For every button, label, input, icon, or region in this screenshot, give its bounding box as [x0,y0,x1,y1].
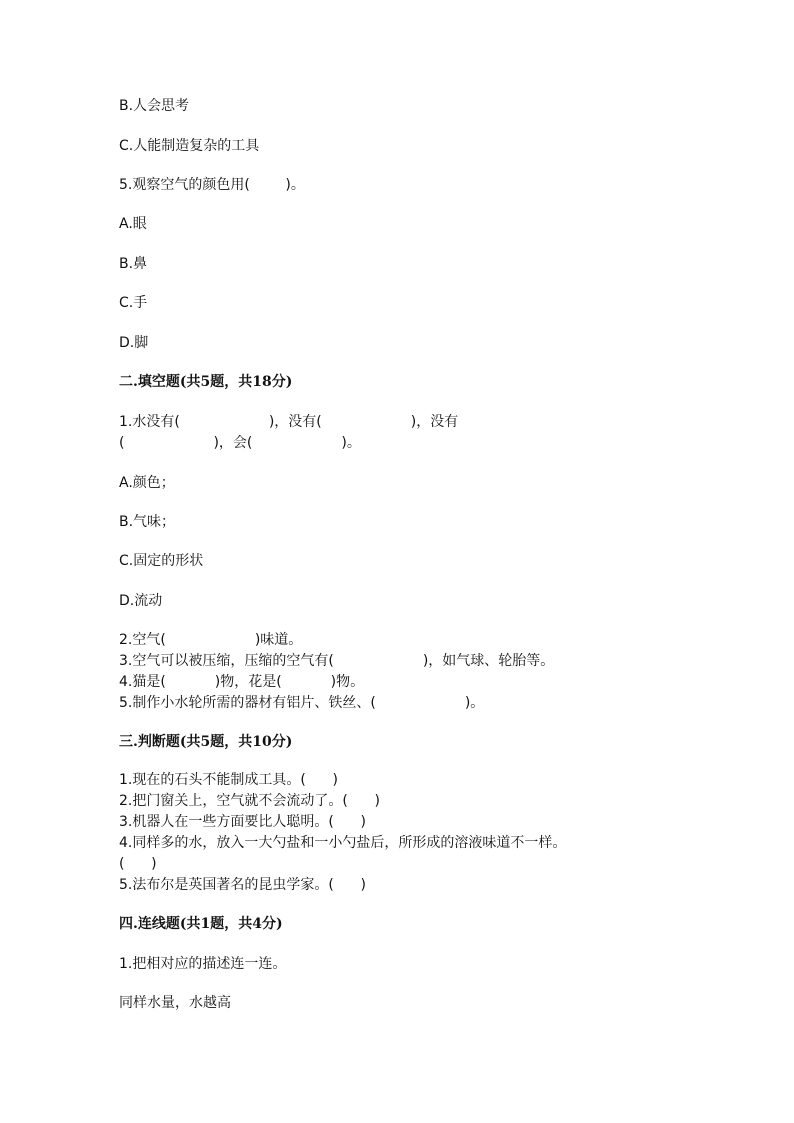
judge-3: 3.机器人在一些方面要比人聪明。( ) [119,814,366,830]
fill-1-option-d: D.流动 [119,593,163,609]
judge-1: 1.现在的石头不能制成工具。( ) [119,772,338,788]
fill-1-option-a: A.颜色； [119,475,175,491]
section-2-heading: 二.填空题(共5题，共18分) [119,374,293,390]
section-3-heading: 三.判断题(共5题，共10分) [119,734,293,750]
option-5b: B.鼻 [119,256,148,272]
question-5: 5.观察空气的颜色用( )。 [119,177,305,193]
fill-1-option-b: B.气味； [119,514,176,530]
judge-5: 5.法布尔是英国著名的昆虫学家。( ) [119,877,366,893]
match-1: 1.把相对应的描述连一连。 [119,956,287,972]
match-1-item: 同样水量，水越高 [119,995,231,1011]
option-5a: A.眼 [119,216,147,232]
option-4c: C.人能制造复杂的工具 [119,138,260,154]
judge-2: 2.把门窗关上，空气就不会流动了。( ) [119,793,380,809]
fill-3: 3.空气可以被压缩，压缩的空气有( )，如气球、轮胎等。 [119,653,555,669]
fill-5: 5.制作小水轮所需的器材有铝片、铁丝、( )。 [119,695,485,711]
fill-1-line-1: 1.水没有( )，没有( )，没有 [119,414,459,430]
judge-4-line-2: ( ) [119,856,157,872]
section-4-heading: 四.连线题(共1题，共4分) [119,916,283,932]
option-4b: B.人会思考 [119,98,190,114]
judge-4-line-1: 4.同样多的水，放入一大勺盐和一小勺盐后，所形成的溶液味道不一样。 [119,835,567,851]
fill-1-option-c: C.固定的形状 [119,553,204,569]
option-5c: C.手 [119,295,148,311]
option-5d: D.脚 [119,335,149,351]
fill-2: 2.空气( )味道。 [119,632,303,648]
fill-1-line-2: ( )，会( )。 [119,435,361,451]
fill-4: 4.猫是( )物，花是( )物。 [119,674,365,690]
